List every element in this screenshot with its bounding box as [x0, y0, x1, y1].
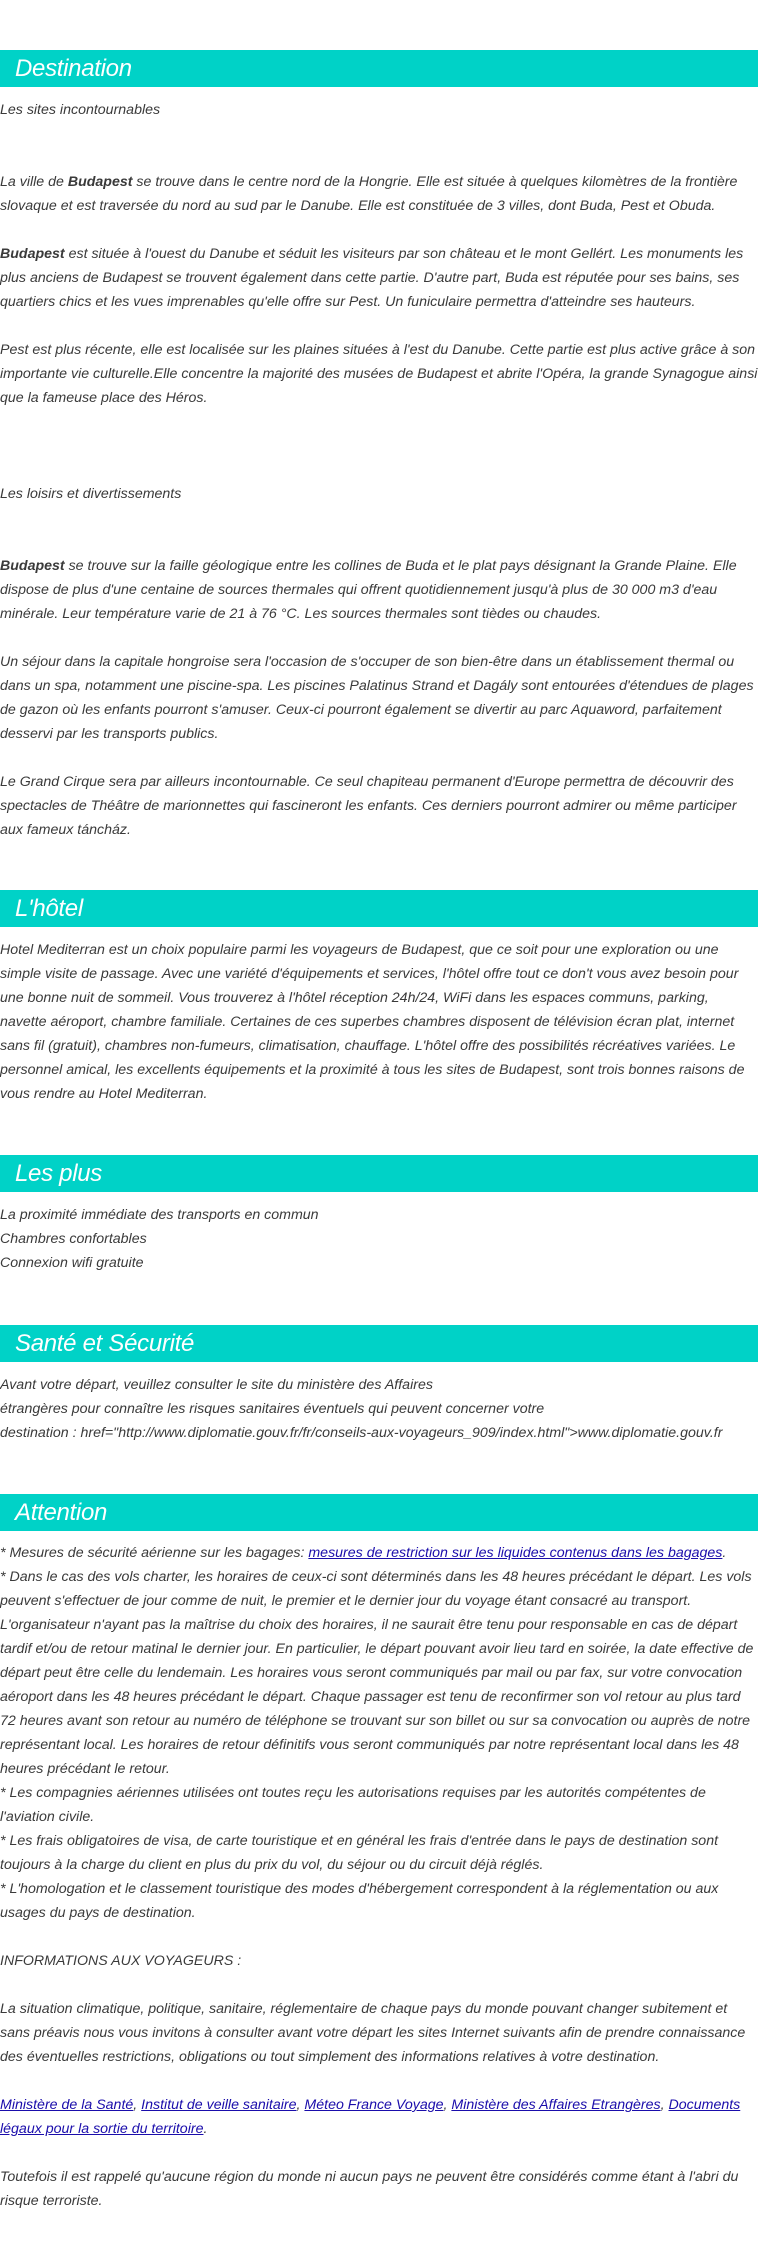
link-affaires-etrangeres[interactable]: Ministère des Affaires Etrangères: [451, 2097, 661, 2113]
separator: ,: [443, 2097, 452, 2113]
link-documents-legaux[interactable]: Documents légaux pour la sortie du territoire: [0, 2097, 741, 2137]
section-header-sante: Santé et Sécurité: [0, 1325, 758, 1362]
toutefois-paragraph: Toutefois il est rappelé qu'aucune région du monde ni aucun pays ne peuvent être considérés comme étant à l'abri du risque terroriste.: [0, 2169, 739, 2209]
paragraph-ville: [0, 170, 758, 218]
bagages-restriction-link[interactable]: mesures de restriction sur les liquides contenus dans les bagages: [308, 1545, 723, 1561]
city-name-bold: Budapest: [0, 558, 65, 574]
destination-content: [0, 98, 758, 842]
text-run: .: [203, 2121, 208, 2137]
loisirs-heading: Les loisirs et divertissements: [0, 486, 182, 502]
links-paragraph: [0, 2093, 758, 2141]
separator: ,: [660, 2097, 669, 2113]
text-run: La ville de: [0, 174, 68, 190]
paragraph-sejour: Un séjour dans la capitale hongroise sera l'occasion de s'occuper de son bien-être dans un établissement thermal ou dans un spa, notamment une piscine-spa. Les piscines Palatinus Strand et Dagály sont entourées d'étendues de plages de gazon où les enfants pourront s'amuser. Ceux-ci pourront également se divertir au parc Aquaword, parfaitement desservi par les transports publics.: [0, 654, 754, 742]
bagages-paragraph: [0, 1541, 758, 1565]
section-header-hotel: L'hôtel: [0, 890, 758, 927]
situation-paragraph: La situation climatique, politique, sanitaire, réglementaire de chaque pays du monde pouvant changer subitement et sans préavis nous vous invitons à consulter avant votre départ les sites Internet suivants afin de prendre connaissance des éventuelles restrictions, obligations ou tout simplement des informations relatives à votre destination.: [0, 2001, 746, 2065]
sante-line: destination : href="http://www.diplomatie.gouv.fr/fr/conseils-aux-voyageurs_909/index.html">www.diplomatie.gouv.fr: [0, 1425, 723, 1441]
compagnies-paragraph: * Les compagnies aériennes utilisées ont toutes reçu les autorisations requises par les autorités compétentes de l'aviation civile.: [0, 1785, 706, 1825]
section-header-destination: Destination: [0, 50, 758, 87]
charter-paragraph: * Dans le cas des vols charter, les horaires de ceux-ci sont déterminés dans les 48 heures précédant le départ. Les vols peuvent s'effectuer de jour comme de nuit, le premier et le dernier jour du voyage étant consacré au transport. L'organisateur n'ayant pas la maîtrise du choix des horaires, il ne saurait être tenu pour responsable en cas de départ tardif et/ou de retour matinal le dernier jour. En particulier, le départ pouvant avoir lieu tard en soirée, la date effective de départ peut être celle du lendemain. Les horaires vous seront communiqués par mail ou par fax, sur votre convocation aéroport dans les 48 heures précédant le départ. Chaque passager est tenu de reconfirmer son vol retour au plus tard 72 heures avant son retour au numéro de téléphone se trouvant sur son billet ou sur sa convocation ou auprès de notre représentant local. Les horaires de retour définitifs vous seront communiqués par notre représentant local dans les 48 heures précédant le retour.: [0, 1569, 754, 1777]
list-item: Chambres confortables: [0, 1231, 147, 1247]
attention-content: [0, 1541, 758, 2213]
city-name-bold: Budapest: [0, 246, 65, 262]
frais-paragraph: * Les frais obligatoires de visa, de carte touristique et en général les frais d'entrée dans le pays de destination sont toujours à la charge du client en plus du prix du vol, du séjour ou du circuit déjà réglés.: [0, 1833, 719, 1873]
separator: ,: [296, 2097, 305, 2113]
paragraph-thermal: [0, 554, 758, 626]
sante-line: étrangères pour connaître les risques sanitaires éventuels qui peuvent concerner votre: [0, 1401, 545, 1417]
list-item: Connexion wifi gratuite: [0, 1255, 144, 1271]
link-institut-veille[interactable]: Institut de veille sanitaire: [141, 2097, 297, 2113]
separator: ,: [133, 2097, 142, 2113]
plus-list: [0, 1203, 758, 1275]
hotel-content: [0, 938, 758, 1106]
sites-heading: Les sites incontournables: [0, 102, 161, 118]
list-item: La proximité immédiate des transports en commun: [0, 1207, 319, 1223]
paragraph-buda: [0, 242, 758, 314]
info-heading: INFORMATIONS AUX VOYAGEURS :: [0, 1953, 242, 1969]
text-run: * Mesures de sécurité aérienne sur les bagages:: [0, 1545, 309, 1561]
homologation-paragraph: * L'homologation et le classement touristique des modes d'hébergement correspondent à la réglementation ou aux usages du pays de destination.: [0, 1881, 719, 1921]
link-meteo-france[interactable]: Méteo France Voyage: [304, 2097, 444, 2113]
text-run: se trouve sur la faille géologique entre les collines de Buda et le plat pays désignant la Grande Plaine. Elle dispose de plus d'une centaine de sources thermales qui offrent quotidiennement jusqu'à plus de 30 000 m3 d'eau minérale. Leur température varie de 21 à 76 °C. Les sources thermales sont tièdes ou chaudes.: [0, 558, 737, 622]
text-run: se trouve dans le centre nord de la Hongrie. Elle est située à quelques kilomètres de la frontière slovaque et est traversée du nord au sud par le Danube. Elle est constituée de 3 villes, dont Buda, Pest et Obuda.: [0, 174, 738, 214]
sante-content: [0, 1373, 758, 1445]
section-header-attention: Attention: [0, 1494, 758, 1531]
text-run: est située à l'ouest du Danube et séduit les visiteurs par son château et le mont Gellért. Les monuments les plus anciens de Budapest se trouvent également dans cette partie. D'autre part, Buda est réputée pour ses bains, ses quartiers chics et les vues imprenables qu'elle offre sur Pest. Un funiculaire permettra d'atteindre ses hauteurs.: [0, 246, 744, 310]
city-name-bold: Budapest: [67, 174, 133, 190]
section-header-plus: Les plus: [0, 1155, 758, 1192]
link-ministere-sante[interactable]: Ministère de la Santé: [0, 2097, 134, 2113]
sante-line: Avant votre départ, veuillez consulter le site du ministère des Affaires: [0, 1377, 433, 1393]
paragraph-pest: Pest est plus récente, elle est localisée sur les plaines situées à l'est du Danube. Cette partie est plus active grâce à son importante vie culturelle.Elle concentre la majorité des musées de Budapest et abrite l'Opéra, la grande Synagogue ainsi que la fameuse place des Héros.: [0, 342, 758, 406]
text-run: .: [722, 1545, 727, 1561]
hotel-description: Hotel Mediterran est un choix populaire parmi les voyageurs de Budapest, que ce soit pour une exploration ou une simple visite de passage. Avec une variété d'équipements et services, l'hôtel offre tout ce don't vous avez besoin pour une bonne nuit de sommeil. Vous trouverez à l'hôtel réception 24h/24, WiFi dans les espaces communs, parking, navette aéroport, chambre familiale. Certaines de ces superbes chambres disposent de télévision écran plat, internet sans fil (gratuit), chambres non-fumeurs, climatisation, chauffage. L'hôtel offre des possibilités récréatives variées. Le personnel amical, les excellents équipements et la proximité à tous les sites de Budapest, sont trois bonnes raisons de vous rendre au Hotel Mediterran.: [0, 942, 745, 1102]
paragraph-cirque: Le Grand Cirque sera par ailleurs incontournable. Ce seul chapiteau permanent d'Europe permettra de découvrir des spectacles de Théâtre de marionnettes qui fascineront les enfants. Ces derniers pourront admirer ou même participer aux fameux táncház.: [0, 774, 737, 838]
